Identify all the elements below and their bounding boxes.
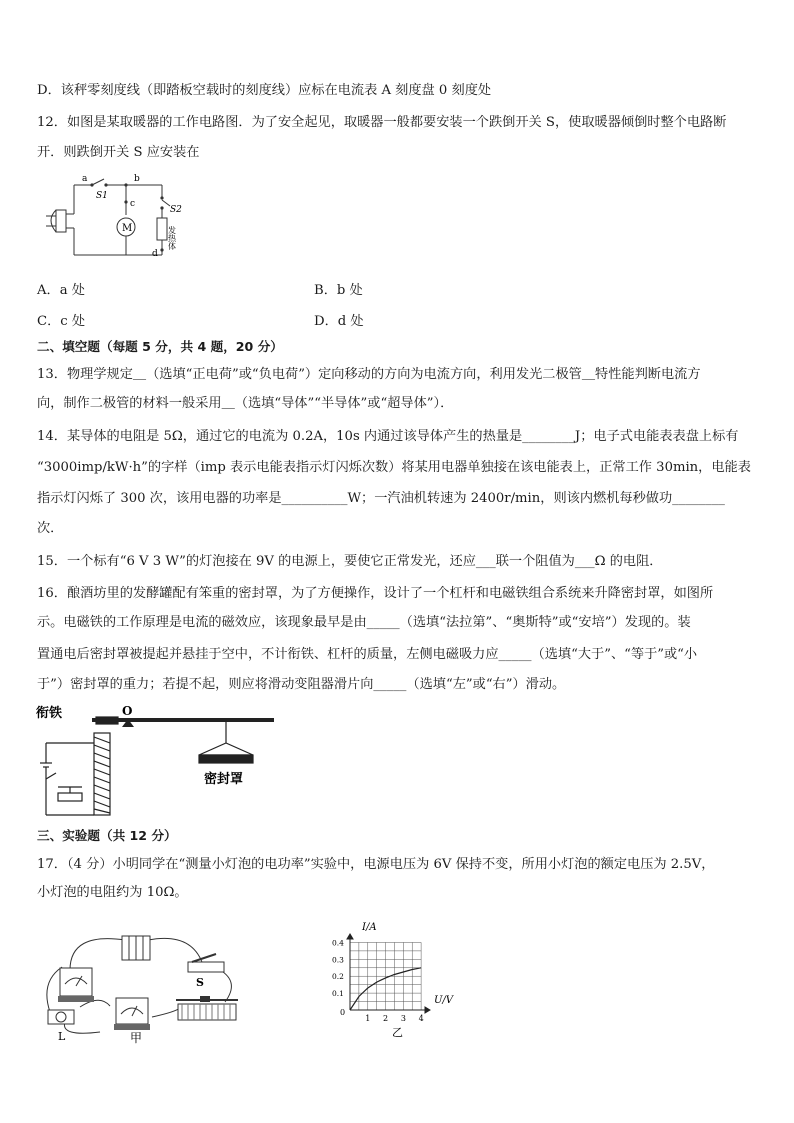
rheostat-icon	[176, 996, 238, 1020]
section-3-heading: 三、实验题（共 12 分）	[37, 828, 177, 843]
q16-line2: 示。电磁铁的工作原理是电流的磁效应，该现象最早是由_____（选填“法拉第”、“奥斯特”或“安培”）发现的。装	[37, 615, 691, 630]
lamp-icon	[48, 1010, 74, 1024]
q12-option-c: C．c 处	[37, 314, 86, 329]
x-tick-label: 1	[365, 1014, 371, 1023]
battery-icon	[122, 936, 150, 960]
y-tick-label: 0.4	[332, 938, 344, 948]
section-2-heading: 二、填空题（每题 5 分，共 4 题，20 分）	[37, 339, 283, 354]
y-tick-label: 0.3	[332, 955, 344, 965]
cover-label: 密封罩	[204, 772, 244, 787]
q14-line3: 指示灯闪烁了 300 次，该用电器的功率是__________W；一汽油机转速为 2400r/min，则该内燃机每秒做功________	[37, 491, 725, 506]
apparatus-caption: 甲	[130, 1031, 143, 1044]
graph-caption: 乙	[392, 1026, 403, 1039]
q13-line1: 13．物理学规定＿（选填“正电荷”或“负电荷”）定向移动的方向为电流方向，利用发光二极管＿特性能判断电流方	[37, 367, 701, 382]
q12-stem-line2: 开．则跌倒开关 S 应安装在	[37, 145, 200, 160]
q12-option-d: D．d 处	[314, 314, 364, 329]
switch-icon	[188, 954, 224, 972]
q17-apparatus-diagram	[40, 922, 250, 1044]
x-tick-label: 3	[400, 1014, 406, 1023]
y-tick-label: 0.1	[332, 989, 344, 999]
lamp-label: L	[58, 1030, 66, 1043]
q12-stem-line1: 12．如图是某取暖器的工作电路图．为了安全起见，取暖器一般都要安装一个跌倒开关 S，使取暖器倾倒时整个电路断	[37, 115, 727, 130]
y-tick-label: 0.2	[332, 972, 344, 982]
q14-line4: 次．	[37, 521, 64, 536]
q15-line: 15．一个标有“6 V 3 W”的灯泡接在 9V 的电源上，要使它正常发光，还应___联一个阻值为___Ω 的电阻．	[37, 554, 663, 569]
q16-line4: 于”）密封罩的重力；若提不起，则应将滑动变阻器滑片向_____（选填“左”或“右”）滑动。	[37, 677, 566, 692]
q14-line1: 14．某导体的电阻是 5Ω，通过它的电流为 0.2A，10s 内通过该导体产生的热量是________J；电子式电能表表盘上标有	[37, 429, 739, 444]
voltmeter-icon	[58, 968, 94, 1002]
label-d: d	[152, 249, 158, 259]
label-s1: S1	[96, 191, 108, 201]
q12-circuit-diagram	[44, 170, 194, 265]
x-tick-label: 2	[383, 1014, 389, 1023]
x-tick-label: 4	[418, 1014, 424, 1023]
x-axis-label: U/V	[434, 995, 454, 1006]
y-axis-label: I/A	[362, 922, 377, 933]
armature-label: 衔铁	[36, 706, 63, 721]
q16-lever-diagram	[36, 703, 286, 823]
origin-label: 0	[340, 1008, 346, 1017]
heater-label: 发热体	[167, 226, 177, 250]
q14-line2: “3000imp/kW·h”的字样（imp 表示电能表指示灯闪烁次数）将某用电器单独接在该电能表上，正常工作 30min，电能表	[37, 460, 751, 475]
q12-option-a: A．a 处	[37, 283, 85, 298]
motor-label: M	[122, 223, 133, 234]
axes	[350, 934, 430, 1010]
axis-arrows	[347, 934, 430, 1013]
q12-option-b: B．b 处	[314, 283, 363, 298]
switch-label: S	[196, 976, 204, 989]
q16-line1: 16．酿酒坊里的发酵罐配有笨重的密封罩，为了方便操作，设计了一个杠杆和电磁铁组合系统来升降密封罩，如图所	[37, 586, 714, 601]
label-c: c	[130, 199, 136, 209]
ammeter-icon	[114, 998, 150, 1030]
label-a: a	[82, 174, 88, 184]
q17-line2: 小灯泡的电阻约为 10Ω。	[37, 885, 188, 900]
label-b: b	[134, 174, 140, 184]
q11-option-d: D．该秤零刻度线（即踏板空载时的刻度线）应标在电流表 A 刻度盘 0 刻度处	[37, 83, 492, 98]
pivot-label: O	[122, 704, 133, 718]
q13-line2: 向，制作二极管的材料一般采用＿（选填“导体”“半导体”或“超导体”）．	[37, 396, 454, 411]
label-s2: S2	[170, 205, 182, 215]
q17-line1: 17．（4 分）小明同学在“测量小灯泡的电功率”实验中，电源电压为 6V 保持不变，所用小灯泡的额定电压为 2.5V，	[37, 857, 715, 872]
q17-iu-graph	[330, 918, 460, 1040]
q16-line3: 置通电后密封罩被提起并悬挂于空中，不计衔铁、杠杆的质量，左侧电磁吸力应_____（选填“大于”、“等于”或“小	[37, 647, 698, 662]
